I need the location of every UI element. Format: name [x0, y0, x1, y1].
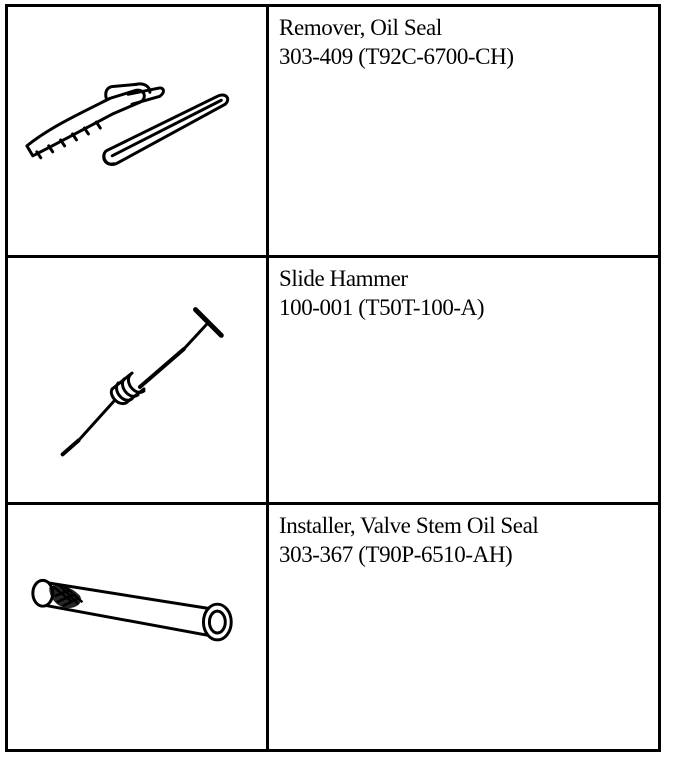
- tool-name: Remover, Oil Seal: [279, 15, 442, 40]
- tool-image-cell: [7, 6, 268, 257]
- tool-number: 303-367 (T90P-6510-AH): [279, 541, 513, 567]
- valve-stem-seal-installer-illustration: [8, 505, 266, 749]
- tool-image-cell: [7, 503, 268, 750]
- special-tools-table: [5, 4, 661, 752]
- slide-hammer-illustration: [8, 258, 266, 502]
- tool-row: [7, 257, 660, 504]
- tool-name: Installer, Valve Stem Oil Seal: [279, 512, 539, 538]
- tool-image-cell: [7, 257, 268, 504]
- tool-row: [7, 6, 660, 257]
- oil-seal-remover-illustration: [8, 7, 266, 255]
- tool-row: [7, 503, 660, 750]
- tool-info-cell: [268, 257, 660, 504]
- tool-info-cell: [268, 6, 660, 257]
- tool-number: 100-001 (T50T-100-A): [279, 295, 485, 320]
- tool-number: 303-409 (T92C-6700-CH): [279, 44, 514, 69]
- tool-info-cell: [268, 503, 660, 750]
- tool-name: Slide Hammer: [279, 266, 408, 291]
